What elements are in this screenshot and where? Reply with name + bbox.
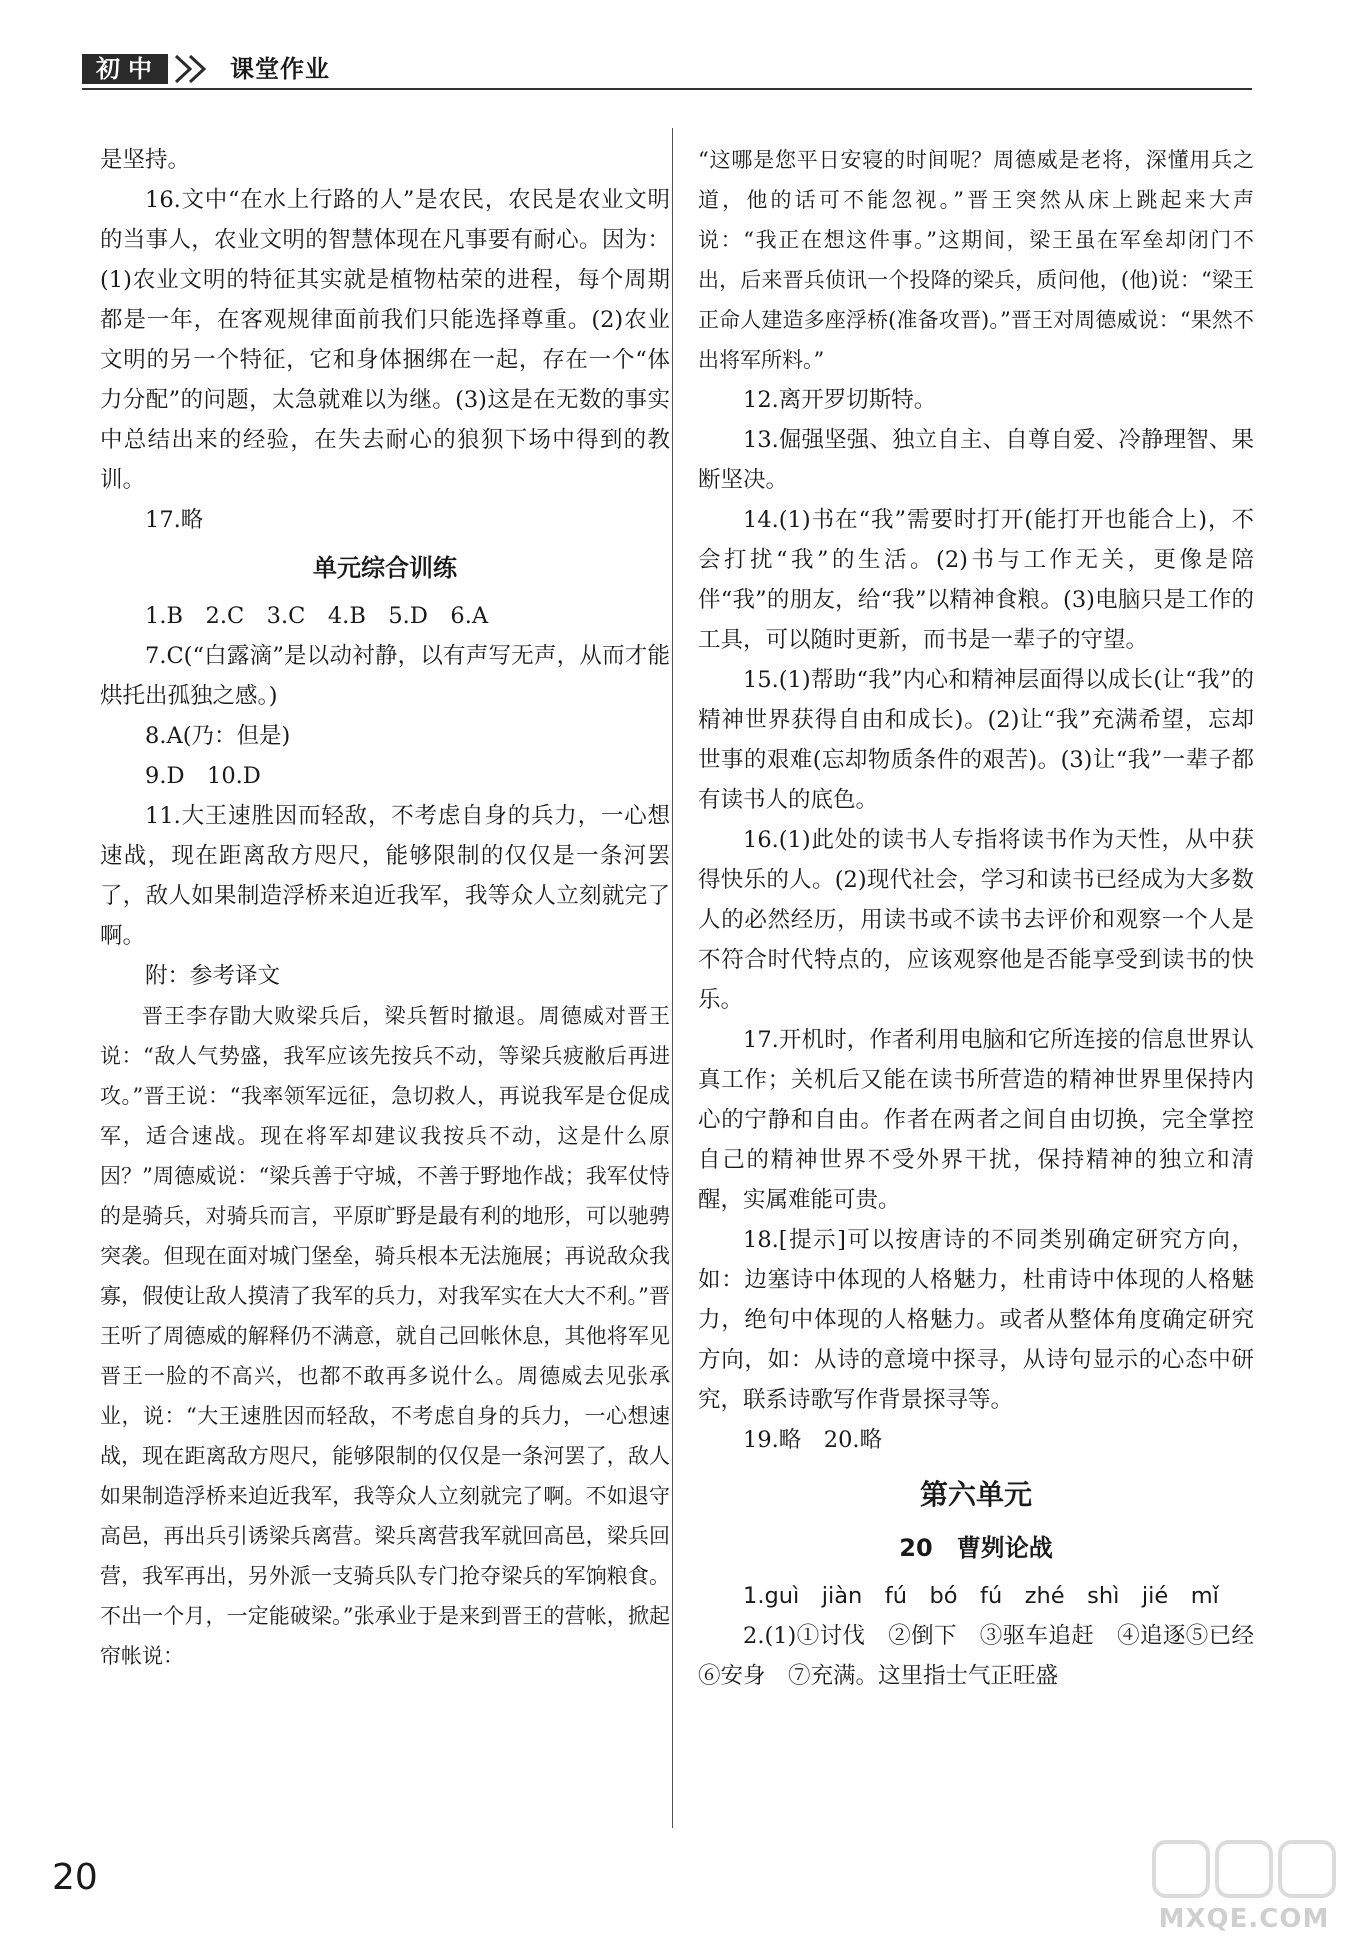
answer-1-pinyin: 1.guì jiàn fú bó fú zhé shì jié mǐ [743, 1583, 1219, 1609]
answer-17: 17.略 [145, 507, 204, 533]
answer-19-20: 19.略 20.略 [743, 1427, 883, 1453]
answer-17: 17.开机时，作者利用电脑和它所连接的信息世界认真工作；关机后又能在读书所营造的精神世界里保持内心的宁静和自由。作者在两者之间自由切换，完全掌控自己的精神世界不受外界干扰，保持精神的独立和清醒，实属难能可贵。 [698, 1027, 1254, 1213]
right-column [698, 140, 1277, 1696]
translation-text: 晋王李存勖大败梁兵后，梁兵暂时撤退。周德威对晋王说：“敌人气势盛，我军应该先按兵不动，等梁兵疲敝后再进攻。”晋王说：“我率领军远征，急切救人，再说我军是仓促成军，适合速战。现在将军却建议我按兵不动，这是什么原因？”周德威说：“梁兵善于守城，不善于野地作战；我军仗恃的是骑兵，对骑兵而言，平原旷野是最有利的地形，可以驰骋突袭。但现在面对城门堡垒，骑兵根本无法施展；再说敌众我寡，假使让敌人摸清了我军的兵力，对我军实在大大不利。”晋王听了周德威的解释仍不满意，就自己回帐休息，其他将军见晋王一脸的不高兴，也都不敢再多说什么。周德威去见张承业，说：“大王速胜因而轻敌，不考虑自身的兵力，一心想速战，现在距离敌方咫尺，能够限制的仅仅是一条河罢了，敌人如果制造浮桥来迫近我军，我等众人立刻就完了啊。不如退守高邑，再出兵引诱梁兵离营。梁兵离营我军就回高邑，梁兵回营，我军再出，另外派一支骑兵队专门抢夺梁兵的军饷粮食。不出一个月，一定能破梁。”张承业于是来到晋王的营帐，掀起帘帐说： [100, 1004, 670, 1668]
section-tag-label: 初中 [82, 54, 168, 84]
page-number: 20 [52, 1857, 98, 1898]
answer-13: 13.倔强坚强、独立自主、自尊自爱、冷静理智、果断坚决。 [698, 427, 1254, 493]
page-header [82, 44, 1252, 92]
watermark-text: MXQE.COM [1158, 1904, 1330, 1934]
book-title: 课堂作业 [230, 55, 330, 83]
left-column [100, 140, 670, 1676]
answer-14: 14.(1)书在“我”需要时打开(能打开也能合上)，不会打扰“我”的生活。(2)书与工作无关，更像是陪伴“我”的朋友，给“我”以精神食粮。(3)电脑只是工作的工具，可以随时更新，而书是一辈子的守望。 [698, 507, 1254, 653]
answer-11: 11.大王速胜因而轻敌，不考虑自身的兵力，一心想速战，现在距离敌方咫尺，能够限制的仅仅是一条河罢了，敌人如果制造浮桥来迫近我军，我等众人立刻就完了啊。 [100, 803, 670, 949]
translation-continued: “这哪是您平日安寝的时间呢？周德威是老将，深懂用兵之道，他的话可不能忽视。”晋王突然从床上跳起来大声说：“我正在想这件事。”这期间，梁王虽在军垒却闭门不出，后来晋兵侦讯一个投降的梁兵，质问他，(他)说：“梁王正命人建造多座浮桥(准备攻晋)。”晋王对周德威说：“果然不出将军所料。” [698, 148, 1254, 372]
header-rule [82, 88, 1252, 90]
answer-18: 18.[提示]可以按唐诗的不同类别确定研究方向，如：边塞诗中体现的人格魅力，杜甫诗中体现的人格魅力，绝句中体现的人格魅力。或者从整体角度确定研究方向，如：从诗的意境中探寻，从诗句显示的心态中研究，联系诗歌写作背景探寻等。 [698, 1227, 1254, 1413]
answer-7: 7.C(“白露滴”是以动衬静，以有声写无声，从而才能烘托出孤独之感。) [100, 643, 670, 709]
translation-label: 附：参考译文 [145, 963, 281, 989]
answer-1-6: 1.B 2.C 3.C 4.B 5.D 6.A [145, 603, 489, 629]
double-chevron-icon [170, 54, 218, 84]
watermark-icon [1144, 1836, 1344, 1906]
column-divider [672, 128, 673, 1828]
answer-2: 2.(1)①讨伐 ②倒下 ③驱车追赶 ④追逐⑤已经 ⑥安身 ⑦充满。这里指士气正旺盛 [698, 1623, 1277, 1689]
answer-text: 是坚持。 [100, 147, 191, 173]
section-tag [82, 54, 218, 84]
section-heading: 单元综合训练 [313, 554, 457, 582]
answer-12: 12.离开罗切斯特。 [743, 387, 937, 413]
answer-15: 15.(1)帮助“我”内心和精神层面得以成长(让“我”的精神世界获得自由和成长)。(2)让“我”充满希望，忘却世事的艰难(忘却物质条件的艰苦)。(3)让“我”一辈子都有读书人的底色。 [698, 667, 1254, 813]
unit-heading: 第六单元 [919, 1478, 1032, 1511]
answer-16: 16.(1)此处的读书人专指将读书作为天性，从中获得快乐的人。(2)现代社会，学习和读书已经成为大多数人的必然经历，用读书或不读书去评价和观察一个人是不符合时代特点的，应该观察他是否能享受到读书的快乐。 [698, 827, 1254, 1013]
watermark-logo [1144, 1836, 1344, 1936]
lesson-heading: 20 曹刿论战 [899, 1534, 1053, 1562]
answer-9-10: 9.D 10.D [145, 763, 261, 789]
answer-16: 16.文中“在水上行路的人”是农民，农民是农业文明的当事人，农业文明的智慧体现在凡事要有耐心。因为：(1)农业文明的特征其实就是植物枯荣的进程，每个周期都是一年，在客观规律面前我们只能选择尊重。(2)农业文明的另一个特征，它和身体捆绑在一起，存在一个“体力分配”的问题，太急就难以为继。(3)这是在无数的事实中总结出来的经验，在失去耐心的狼狈下场中得到的教训。 [100, 187, 670, 493]
answer-8: 8.A(乃：但是) [145, 723, 291, 749]
